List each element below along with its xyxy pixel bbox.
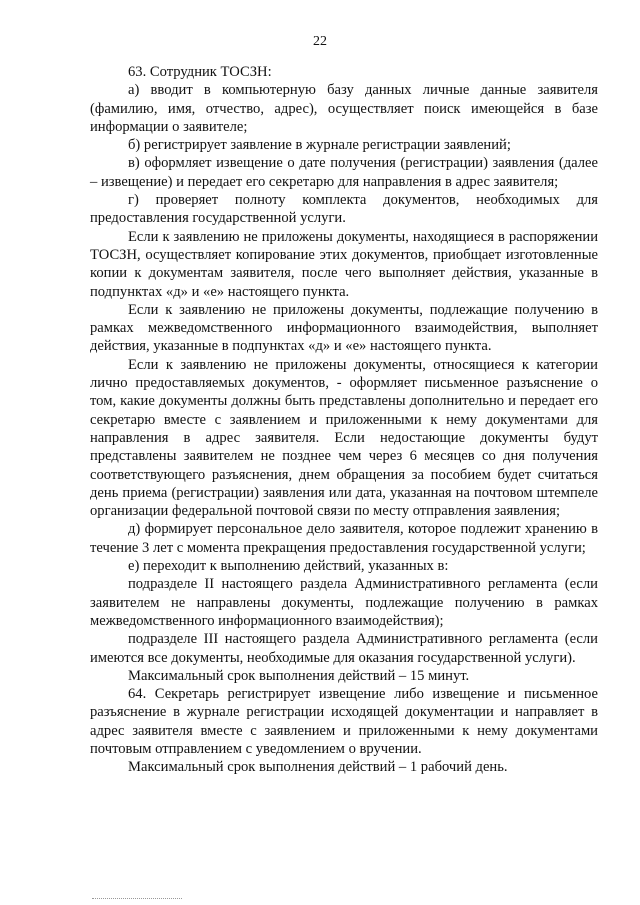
page-number: 22 — [313, 34, 327, 49]
paragraph-item-g: г) проверяет полноту комплекта документов, необходимых для предоставления государственной услуги. — [90, 192, 598, 227]
paragraph-item-a: а) вводит в компьютерную базу данных личные данные заявителя (фамилию, имя, отчество, адрес), осуществляет поиск имеющейся в базе информации о заявителе; — [90, 82, 598, 135]
document-body — [90, 63, 598, 777]
paragraph-subsection-iii: подразделе III настоящего раздела Административного регламента (если имеются все документы, необходимые для оказания государственной услуги). — [90, 631, 598, 666]
paragraph-max-time-63: Максимальный срок выполнения действий – 15 минут. — [128, 667, 470, 684]
paragraph-64: 64. Секретарь регистрирует извещение либо извещение и письменное разъяснение в журнале регистрации исходящей документации и направляет в адрес заявителя вместе с заявлением и приложенными к нему документами почтовым отправлением с уведомлением о вручении. — [90, 686, 598, 757]
paragraph-missing-personal-docs: Если к заявлению не приложены документы, относящиеся к категории лично предоставляемых документов, - оформляет письменное разъяснение о том, какие документы должны быть представлены дополнительно и передает его секретарю вместе с заявлением и приложенными к нему документами для направления в адрес заявителя. Если недостающие документы будут представлены заявителем не позднее чем через 6 месяцев со дня получения соответствующего разъяснения, днем обращения за пособием будет считаться день приема (регистрации) заявления или дата, указанная на почтовом штемпеле организации федеральной почтовой связи по месту отправления заявления; — [90, 356, 598, 520]
paragraph-max-time-64: Максимальный срок выполнения действий – 1 рабочий день. — [128, 759, 508, 776]
paragraph-63-heading: 63. Сотрудник ТОСЗН: — [128, 64, 272, 80]
paragraph-subsection-ii: подразделе II настоящего раздела Административного регламента (если заявителем не направлены документы, подлежащие получению в рамках межведомственного информационного взаимодействия); — [90, 576, 598, 629]
paragraph-item-b: б) регистрирует заявление в журнале регистрации заявлений; — [128, 137, 511, 154]
paragraph-item-e: е) переходит к выполнению действий, указанных в: — [128, 558, 449, 575]
paragraph-missing-toszn-docs: Если к заявлению не приложены документы, находящиеся в распоряжении ТОСЗН, осуществляет копирование этих документов, приобщает изготовленные копии к документам заявителя, после чего выполняет действия, указанные в подпунктах «д» и «е» настоящего пункта. — [90, 228, 598, 300]
scan-edge-mark — [92, 898, 182, 901]
paragraph-missing-interagency-docs: Если к заявлению не приложены документы, подлежащие получению в рамках межведомственного информационного взаимодействия, выполняет действия, указанные в подпунктах «д» и «е» настоящего пункта. — [90, 301, 598, 355]
paragraph-item-v: в) оформляет извещение о дате получения (регистрации) заявления (далее – извещение) и передает его секретарю для направления в адрес заявителя; — [90, 155, 598, 190]
paragraph-item-d: д) формирует персональное дело заявителя, которое подлежит хранению в течение 3 лет с момента прекращения предоставления государственной услуги; — [90, 521, 598, 556]
